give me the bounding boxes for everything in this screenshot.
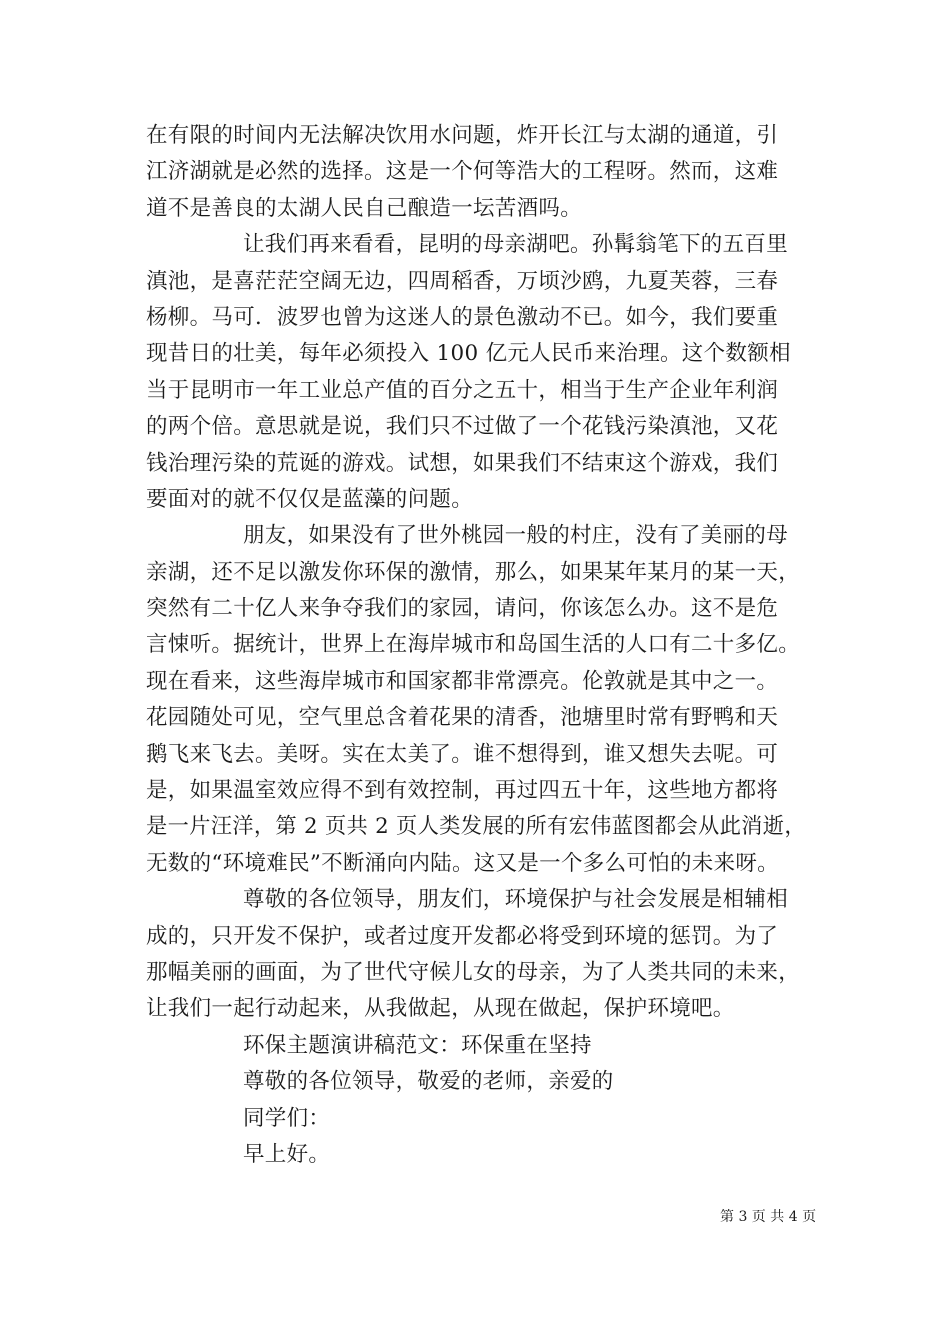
text-line: 无数的“环境难民”不断涌向内陆。这又是一个多么可怕的未来呀。 [146,850,779,876]
greeting-line: 早上好。 [243,1141,331,1167]
text-line: 是，如果温室效应得不到有效控制，再过四五十年，这些地方都将 [146,778,779,804]
salutation-line: 尊敬的各位领导，敬爱的老师，亲爱的 [243,1069,614,1095]
text-line: 在有限的时间内无法解决饮用水问题，炸开长江与太湖的通道，引 [146,123,779,148]
text-line: 滇池，是喜茫茫空阔无边，四周稻香，万顷沙鸥，九夏芙蓉，三春 [146,268,779,294]
text-line: 鹅飞来飞去。美呀。实在太美了。谁不想得到，谁又想失去呢。可 [146,741,779,767]
text-line: 钱治理污染的荒诞的游戏。试想，如果我们不结束这个游戏，我们 [146,450,779,476]
text-line: 的两个倍。意思就是说，我们只不过做了一个花钱污染滇池，又花 [146,414,779,440]
text-line: 成的，只开发不保护，或者过度开发都必将受到环境的惩罚。为了 [146,923,779,949]
text-line: 言悚听。据统计，世界上在海岸城市和岛国生活的人口有二十多亿。 [146,632,801,658]
text-line: 现昔日的壮美，每年必须投入 100 亿元人民币来治理。这个数额相 [146,341,791,367]
text-line: 是一片汪洋，第 2 页共 2 页人类发展的所有宏伟蓝图都会从此消逝， [146,814,806,840]
text-line: 当于昆明市一年工业总产值的百分之五十，相当于生产企业年利润 [146,377,779,403]
section-heading: 环保主题演讲稿范文：环保重在坚持 [243,1032,592,1058]
paragraph-start-line: 尊敬的各位领导，朋友们，环境保护与社会发展是相辅相 [243,887,789,913]
text-line: 江济湖就是必然的选择。这是一个何等浩大的工程呀。然而，这难 [146,159,779,185]
text-line: 花园随处可见，空气里总含着花果的清香，池塘里时常有野鸭和天 [146,705,779,731]
text-line: 让我们一起行动起来，从我做起，从现在做起，保护环境吧。 [146,996,735,1022]
text-line: 现在看来，这些海岸城市和国家都非常漂亮。伦敦就是其中之一。 [146,668,779,694]
text-line: 道不是善良的太湖人民自己酿造一坛苦酒吗。 [146,195,583,221]
page-number-footer: 第 3 页 共 4 页 [720,1209,817,1225]
text-line: 那幅美丽的画面，为了世代守候儿女的母亲，为了人类共同的未来， [146,959,801,985]
text-line: 杨柳。马可．波罗也曾为这迷人的景色激动不已。如今，我们要重 [146,304,779,330]
salutation-line: 同学们： [243,1105,331,1131]
text-line: 要面对的就不仅仅是蓝藻的问题。 [146,486,474,512]
document-body [146,118,806,1173]
paragraph-start-line: 让我们再来看看，昆明的母亲湖吧。孙髯翁笔下的五百里 [243,232,789,258]
paragraph-start-line: 朋友，如果没有了世外桃园一般的村庄，没有了美丽的母 [243,523,789,549]
text-line: 亲湖，还不足以激发你环保的激情，那么，如果某年某月的某一天， [146,559,801,585]
text-line: 突然有二十亿人来争夺我们的家园，请问，你该怎么办。这不是危 [146,596,779,622]
